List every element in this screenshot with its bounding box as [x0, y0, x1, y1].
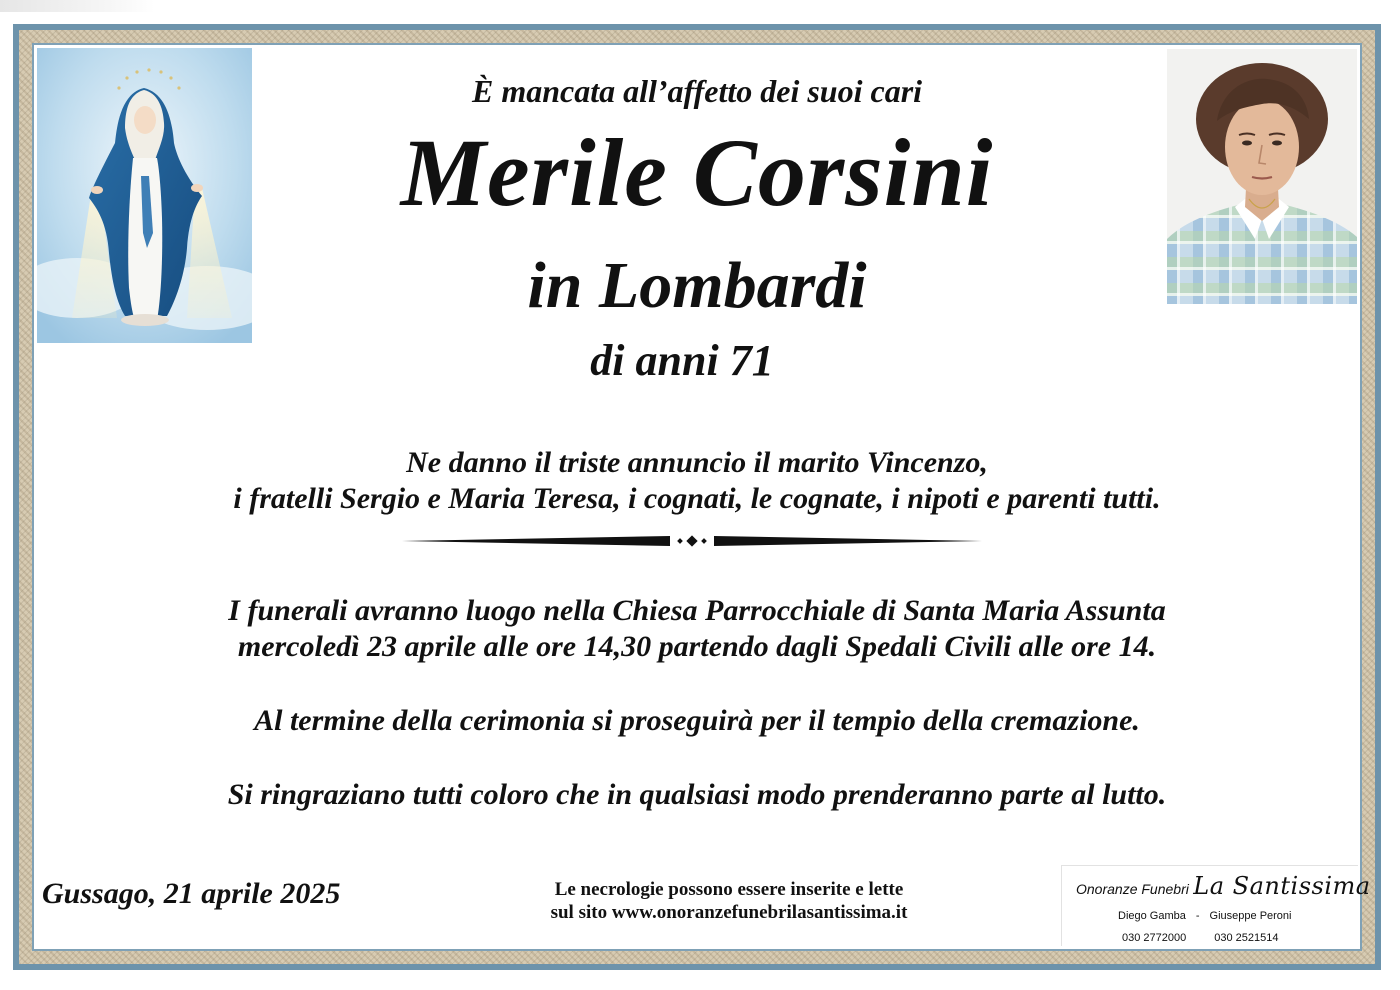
- married-name: in Lombardi: [527, 249, 867, 322]
- ornamental-divider: [402, 533, 982, 549]
- agency-title-plain: Onoranze Funebri: [1076, 881, 1189, 897]
- notice-line-1: Le necrologie possono essere inserite e lette: [554, 879, 904, 900]
- age-line: di anni 71: [590, 336, 774, 385]
- agency-phones: [1122, 932, 1278, 944]
- funeral-details: [34, 593, 1360, 665]
- funeral-line-1: I funerali avranno luogo nella Chiesa Parrocchiale di Santa Maria Assunta: [228, 594, 1166, 627]
- agency-person-1: Diego Gamba: [1118, 910, 1186, 922]
- agency-title: [1076, 872, 1371, 900]
- online-notice: [499, 878, 959, 924]
- agency-title-script: La Santissima: [1193, 872, 1371, 900]
- agency-phone-1: 030 2772000: [1122, 932, 1187, 944]
- family-announcement: [34, 445, 1360, 517]
- deceased-name: Merile Corsini: [400, 119, 994, 226]
- obituary-card: [32, 43, 1371, 951]
- scan-corner-mark: [0, 0, 155, 12]
- intro-line: È mancata all’affetto dei suoi cari: [471, 73, 923, 109]
- family-line-1: Ne danno il triste annuncio il marito Vincenzo,: [406, 446, 988, 479]
- place-and-date: Gussago, 21 aprile 2025: [42, 877, 341, 910]
- marble-border: [19, 30, 1375, 964]
- agency-names: [1118, 910, 1292, 922]
- thanks-note: Si ringraziano tutti coloro che in qualsiasi modo prenderanno parte al lutto.: [227, 778, 1167, 811]
- funeral-agency-box: [1061, 865, 1371, 946]
- obituary-frame: [13, 24, 1381, 970]
- cremation-note: Al termine della cerimonia si proseguirà per il tempio della cremazione.: [254, 704, 1140, 737]
- family-line-2: i fratelli Sergio e Maria Teresa, i cognati, le cognate, i nipoti e parenti tutti.: [233, 482, 1161, 515]
- funeral-line-2: mercoledì 23 aprile alle ore 14,30 partendo dagli Spedali Civili alle ore 14.: [237, 630, 1157, 663]
- agency-person-2: Giuseppe Peroni: [1209, 910, 1292, 922]
- agency-phone-2: 030 2521514: [1214, 932, 1279, 944]
- notice-line-2: sul sito www.onoranzefunebrilasantissima.it: [550, 902, 908, 923]
- agency-separator: -: [1195, 910, 1200, 922]
